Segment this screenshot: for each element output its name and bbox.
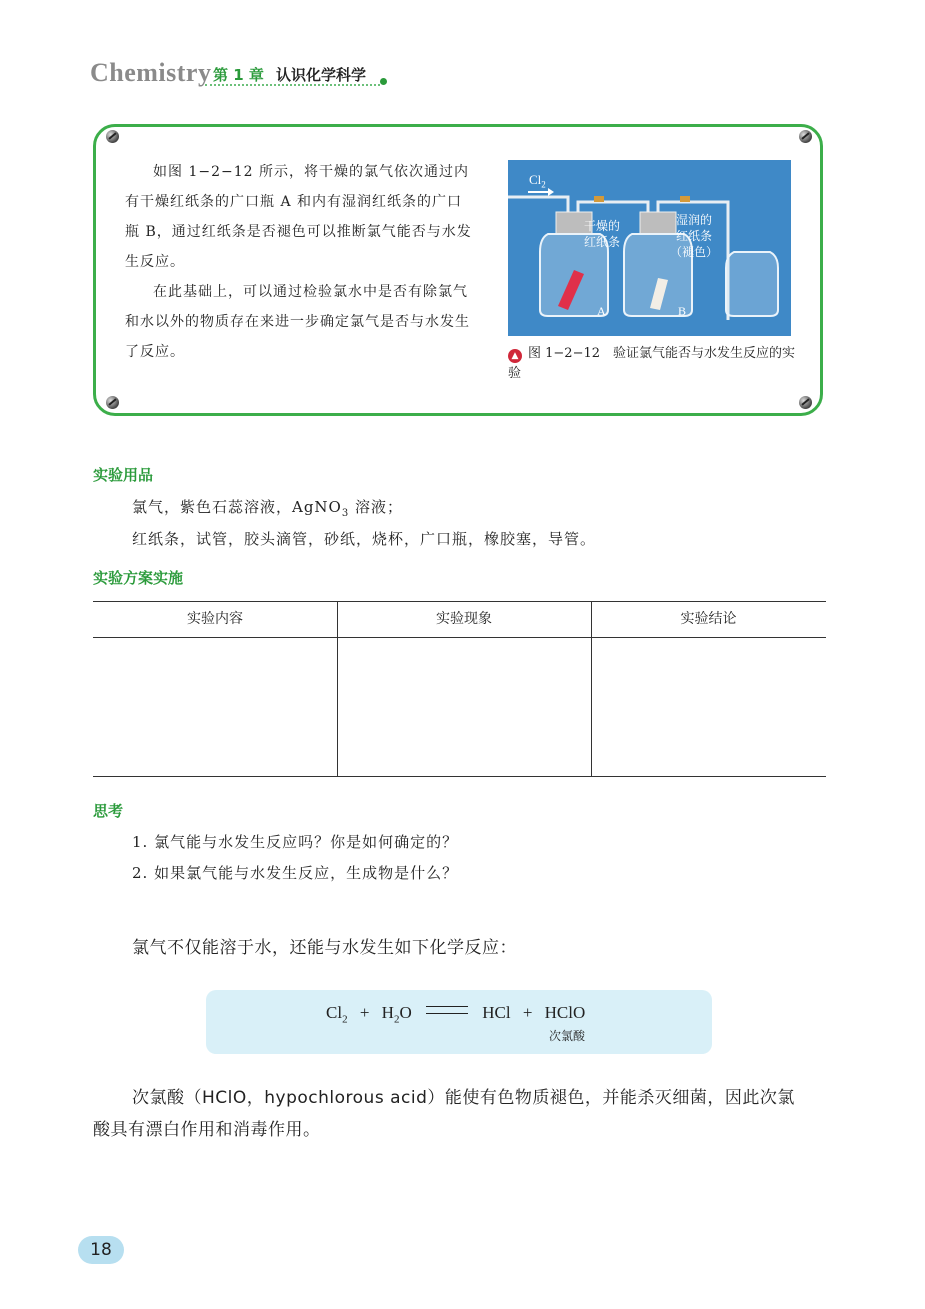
chapter-number: 第 1 章 <box>213 66 264 84</box>
screw-icon <box>106 396 119 409</box>
reaction-intro: 氯气不仅能溶于水，还能与水发生如下化学反应： <box>132 938 517 958</box>
procedure-table <box>93 601 826 777</box>
procedure-heading: 实验方案实施 <box>93 569 184 587</box>
table-column-header: 实验结论 <box>680 611 737 627</box>
figure-caption: ▲ 图 1−2−12 验证氯气能否与水发生反应的实验 <box>508 346 796 381</box>
conclusion-line: 次氯酸（HClO，hypochlorous acid）能使有色物质褪色，并能杀灭细菌，因此次氯 <box>132 1088 795 1108</box>
table-column-header: 实验内容 <box>187 611 243 627</box>
thinking-heading: 思考 <box>93 802 124 820</box>
chemical-equation: $Cl_2 + H_2O$ HCl + HClO <box>326 1003 586 1026</box>
bottle-b-label: B <box>678 304 687 318</box>
conclusion-line: 酸具有漂白作用和消毒作用。 <box>93 1120 321 1140</box>
screw-icon <box>799 130 812 143</box>
equation-note: 次氯酸 <box>549 1029 586 1043</box>
brand-title: Chemistry <box>90 58 212 87</box>
dry-strip-label: 干燥的 红纸条 <box>584 219 621 249</box>
materials-heading: 实验用品 <box>93 466 154 484</box>
bottle-a-label: A <box>597 304 606 318</box>
wet-strip-label: 湿润的 红纸条 （褪色） <box>670 213 719 259</box>
table-divider <box>337 602 338 776</box>
intro-paragraph: 如图 1−2−12 所示，将干燥的氯气依次通过内有干燥红纸条的广口瓶 A 和内有湿润红纸条的广口瓶 B，通过红纸条是否褪色可以推断氯气能否与水发生反应。 <box>125 164 472 270</box>
table-column-header: 实验现象 <box>436 611 492 627</box>
question-item: 2. 如果氯气能与水发生反应，生成物是什么？ <box>132 864 459 882</box>
intro-paragraph: 在此基础上，可以通过检验氯水中是否有除氯气和水以外的物质存在来进一步确定氯气是否与水发生了反应。 <box>125 284 470 360</box>
intro-text <box>125 157 475 367</box>
materials-line: 氯气，紫色石蕊溶液，AgNO$_3$ 溶液； <box>132 498 404 519</box>
experiment-figure <box>508 160 791 336</box>
materials-line: 红纸条，试管，胶头滴管，砂纸，烧杯，广口瓶，橡胶塞，导管。 <box>132 530 597 548</box>
chapter-title: 认识化学科学 <box>276 66 367 84</box>
question-item: 1. 氯气能与水发生反应吗？你是如何确定的？ <box>132 833 459 851</box>
screw-icon <box>799 396 812 409</box>
gas-label: $Cl_2$ <box>529 172 546 190</box>
table-divider <box>591 602 592 776</box>
header-dot <box>380 78 387 85</box>
equals-sign <box>426 1006 468 1014</box>
screw-icon <box>106 130 119 143</box>
page-number: 18 <box>78 1236 124 1264</box>
header-divider <box>205 84 380 86</box>
figure-marker-icon: ▲ <box>508 349 522 363</box>
experiment-illustration <box>508 160 791 336</box>
